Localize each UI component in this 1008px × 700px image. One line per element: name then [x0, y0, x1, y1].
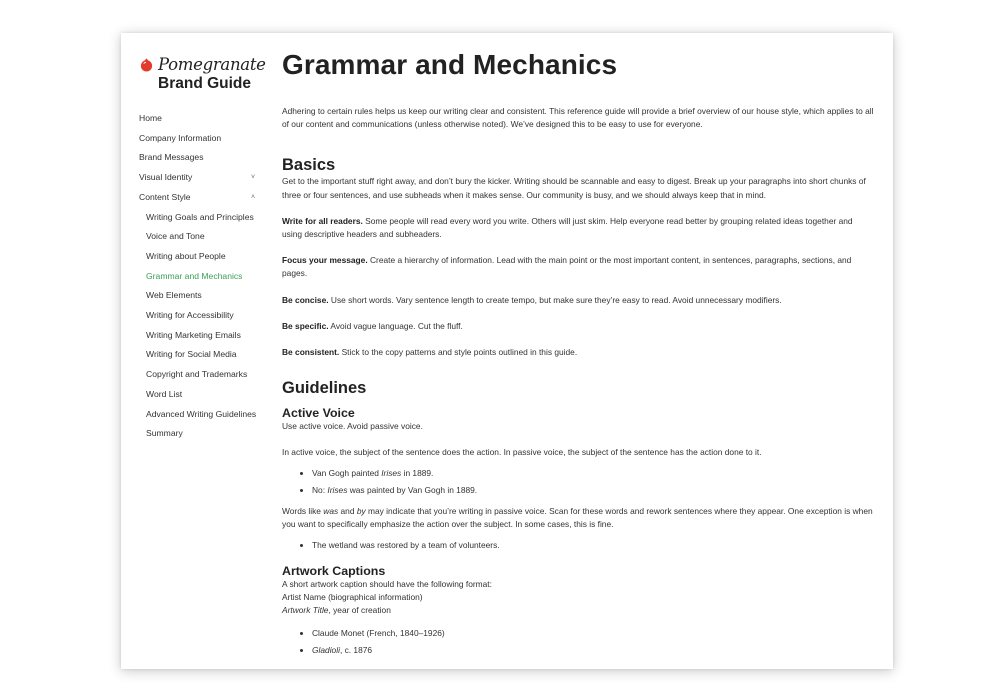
sidebar-item-label: Writing Goals and Principles — [146, 211, 254, 222]
artwork-caption-line: Artist Name (biographical information) — [282, 592, 423, 603]
basics-item — [282, 294, 874, 307]
active-voice-explanation: In active voice, the subject of the sentence does the action. In passive voice, the subject of the sentence has the action done to it. — [282, 447, 762, 458]
chevron-down-icon[interactable]: ˅ — [250, 174, 256, 182]
active-voice-examples — [282, 465, 874, 499]
basics-item — [282, 254, 874, 280]
passive-voice-example — [282, 537, 874, 554]
basics-item — [282, 320, 874, 333]
sidebar-item-home[interactable] — [139, 109, 269, 129]
logo[interactable] — [139, 53, 269, 75]
sidebar-item-web-elements[interactable] — [139, 286, 269, 306]
sidebar-item-label: Visual Identity — [139, 172, 193, 183]
sidebar-item-label: Copyright and Trademarks — [146, 369, 248, 380]
page-title: Grammar and Mechanics — [282, 49, 618, 80]
sidebar-item-writing-about-people[interactable] — [139, 247, 269, 267]
sidebar-item-label: Voice and Tone — [146, 231, 205, 242]
list-item: • No: Irises was painted by Van Gogh in 1889. — [312, 482, 874, 499]
intro-paragraph: Adhering to certain rules helps us keep our writing clear and consistent. This reference guide will provide a brief overview of our house style, which applies to all of our content and communications (unless otherwise noted). We’ve designed this to be easy to use for everyone. — [282, 106, 874, 130]
sidebar-item-summary[interactable] — [139, 424, 269, 444]
sidebar-item-grammar-and-mechanics[interactable] — [139, 267, 269, 287]
sidebar-item-label: Writing about People — [146, 250, 226, 261]
basics-item-text: Create a hierarchy of information. Lead with the main point or the most important content, in sentences, paragraphs, sections, and pages. — [282, 255, 852, 279]
sidebar-nav — [139, 109, 269, 444]
basics-item — [282, 215, 874, 241]
sidebar-item-company-information[interactable] — [139, 129, 269, 149]
list-item: • Van Gogh painted Irises in 1889. — [312, 465, 874, 482]
sidebar-item-writing-goals-and-principles[interactable] — [139, 208, 269, 228]
basics-item-lead: Focus your message. — [282, 255, 368, 266]
basics-item-text: Some people will read every word you write. Others will just skim. Help everyone read better by grouping related ideas together and using descriptive headers and subheaders. — [282, 215, 853, 240]
sidebar-item-label: Advanced Writing Guidelines — [146, 408, 257, 419]
sidebar-item-label: Summary — [146, 428, 183, 439]
active-voice-line: Use active voice. Avoid passive voice. — [282, 421, 423, 432]
list-item: • Claude Monet (French, 1840–1926) — [312, 625, 874, 642]
basics-item-lead: Be concise. — [282, 294, 329, 305]
basics-heading: Basics — [282, 156, 336, 175]
artwork-captions-heading: Artwork Captions — [282, 564, 386, 579]
basics-item — [282, 346, 874, 359]
sidebar-item-brand-messages[interactable] — [139, 148, 269, 168]
basics-item-text: Use short words. Vary sentence length to create tempo, but make sure they’re easy to read. Avoid unnecessary modifiers. — [328, 294, 782, 305]
chevron-up-icon[interactable]: ˄ — [250, 193, 256, 201]
list-item: • The wetland was restored by a team of volunteers. — [312, 537, 874, 554]
sidebar-item-label: Writing Marketing Emails — [146, 329, 241, 340]
sidebar-item-label: Writing for Accessibility — [146, 310, 234, 321]
sidebar-item-visual-identity[interactable] — [139, 168, 269, 188]
basics-list — [282, 215, 874, 359]
basics-intro: Get to the important stuff right away, and don’t bury the kicker. Writing should be scannable and easy to digest. Break up your paragraphs into short chunks of three or four sentences, and use subheads when it makes sense. Our community is busy, and we should always keep that in mind. — [282, 176, 866, 200]
sidebar-item-label: Web Elements — [146, 290, 202, 301]
basics-item-lead: Be consistent. — [282, 347, 340, 358]
sidebar-item-writing-for-accessibility[interactable] — [139, 306, 269, 326]
logo-text: Pomegranate — [158, 54, 266, 74]
guidelines-heading: Guidelines — [282, 379, 367, 398]
basics-item-text: Avoid vague language. Cut the fluff. — [328, 320, 463, 331]
passive-voice-note: Words like was and by may indicate that you’re writing in passive voice. Scan for these words and rework sentences where they appear. One exception is when you want to specifically emphasize the action over the subject. In some cases, this is fine. — [282, 505, 873, 529]
document-page — [121, 33, 893, 669]
sidebar-item-word-list[interactable] — [139, 385, 269, 405]
sidebar-item-voice-and-tone[interactable] — [139, 227, 269, 247]
artwork-caption-example — [282, 625, 874, 659]
sidebar-item-label: Company Information — [139, 132, 222, 143]
sidebar-item-label: Word List — [146, 388, 183, 399]
basics-item-lead: Write for all readers. — [282, 215, 363, 226]
sidebar-item-writing-marketing-emails[interactable] — [139, 326, 269, 346]
sidebar-item-advanced-writing-guidelines[interactable] — [139, 405, 269, 425]
sidebar-item-content-style[interactable] — [139, 188, 269, 208]
sidebar-item-writing-for-social-media[interactable] — [139, 345, 269, 365]
sidebar-item-label: Grammar and Mechanics — [146, 270, 243, 281]
artwork-caption-line: Artwork Title, year of creation — [282, 605, 391, 616]
basics-item-lead: Be specific. — [282, 320, 329, 331]
pomegranate-icon — [139, 57, 154, 72]
sidebar-item-label: Content Style — [139, 191, 191, 202]
basics-item-text: Stick to the copy patterns and style points outlined in this guide. — [339, 347, 578, 358]
site-subtitle: Brand Guide — [158, 75, 252, 92]
artwork-caption-format: A short artwork caption should have the following format: — [282, 579, 492, 590]
sidebar-item-label: Home — [139, 113, 162, 123]
sidebar-item-label: Brand Messages — [139, 152, 204, 163]
list-item: • Gladioli, c. 1876 — [312, 642, 874, 659]
sidebar-item-label: Writing for Social Media — [146, 349, 237, 360]
active-voice-heading: Active Voice — [282, 406, 355, 421]
sidebar — [139, 53, 269, 444]
sidebar-item-copyright-and-trademarks[interactable] — [139, 365, 269, 385]
main-content — [282, 47, 874, 659]
